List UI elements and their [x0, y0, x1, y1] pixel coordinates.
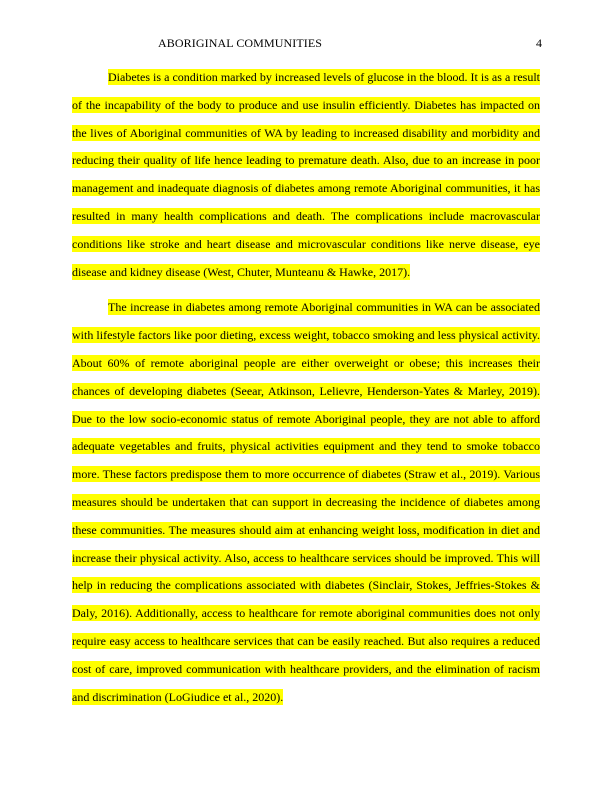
body-text	[72, 64, 540, 719]
paragraph-lifestyle-factors	[72, 294, 540, 711]
running-head: ABORIGINAL COMMUNITIES	[158, 36, 323, 50]
highlighted-text: Diabetes is a condition marked by increased levels of glucose in the blood. It is as a result of the incapability of the body to produce and use insulin efficiently. Diabetes has impacted on the lives of Aboriginal communities of WA by leading to increased disability and morbidity and reducing their quality of life hence leading to premature death. Also, due to an increase in poor management and inadequate diagnosis of diabetes among remote Aboriginal communities, it has resulted in many health complications and death. The complications include macrovascular conditions like stroke and heart disease and microvascular conditions like nerve disease, eye disease and kidney disease (West, Chuter, Munteanu & Hawke, 2017).	[72, 70, 540, 279]
paragraph-diabetes-definition	[72, 64, 540, 286]
highlighted-text: The increase in diabetes among remote Aboriginal communities in WA can be associated with lifestyle factors like poor dieting, excess weight, tobacco smoking and less physical activity. About 60% of remote aboriginal people are either overweight or obese; this increases their chances of developing diabetes (Seear, Atkinson, Lelievre, Henderson-Yates & Marley, 2019). Due to the low socio-economic status of remote Aboriginal people, they are not able to afford adequate vegetables and fruits, physical activities equipment and they tend to smoke tobacco more. These factors predispose them to more occurrence of diabetes (Straw et al., 2019). Various measures should be undertaken that can support in decreasing the incidence of diabetes among these communities. The measures should aim at enhancing weight loss, modification in diet and increase their physical activity. Also, access to healthcare services should be improved. This will help in reducing the complications associated with diabetes (Sinclair, Stokes, Jeffries-Stokes & Daly, 2016). Additionally, access to healthcare for remote aboriginal communities does not only require easy access to healthcare services that can be easily reached. But also requires a reduced cost of care, improved communication with healthcare providers, and the elimination of racism and discrimination (LoGiudice et al., 2020).	[72, 300, 540, 704]
page-number: 4	[536, 36, 542, 50]
